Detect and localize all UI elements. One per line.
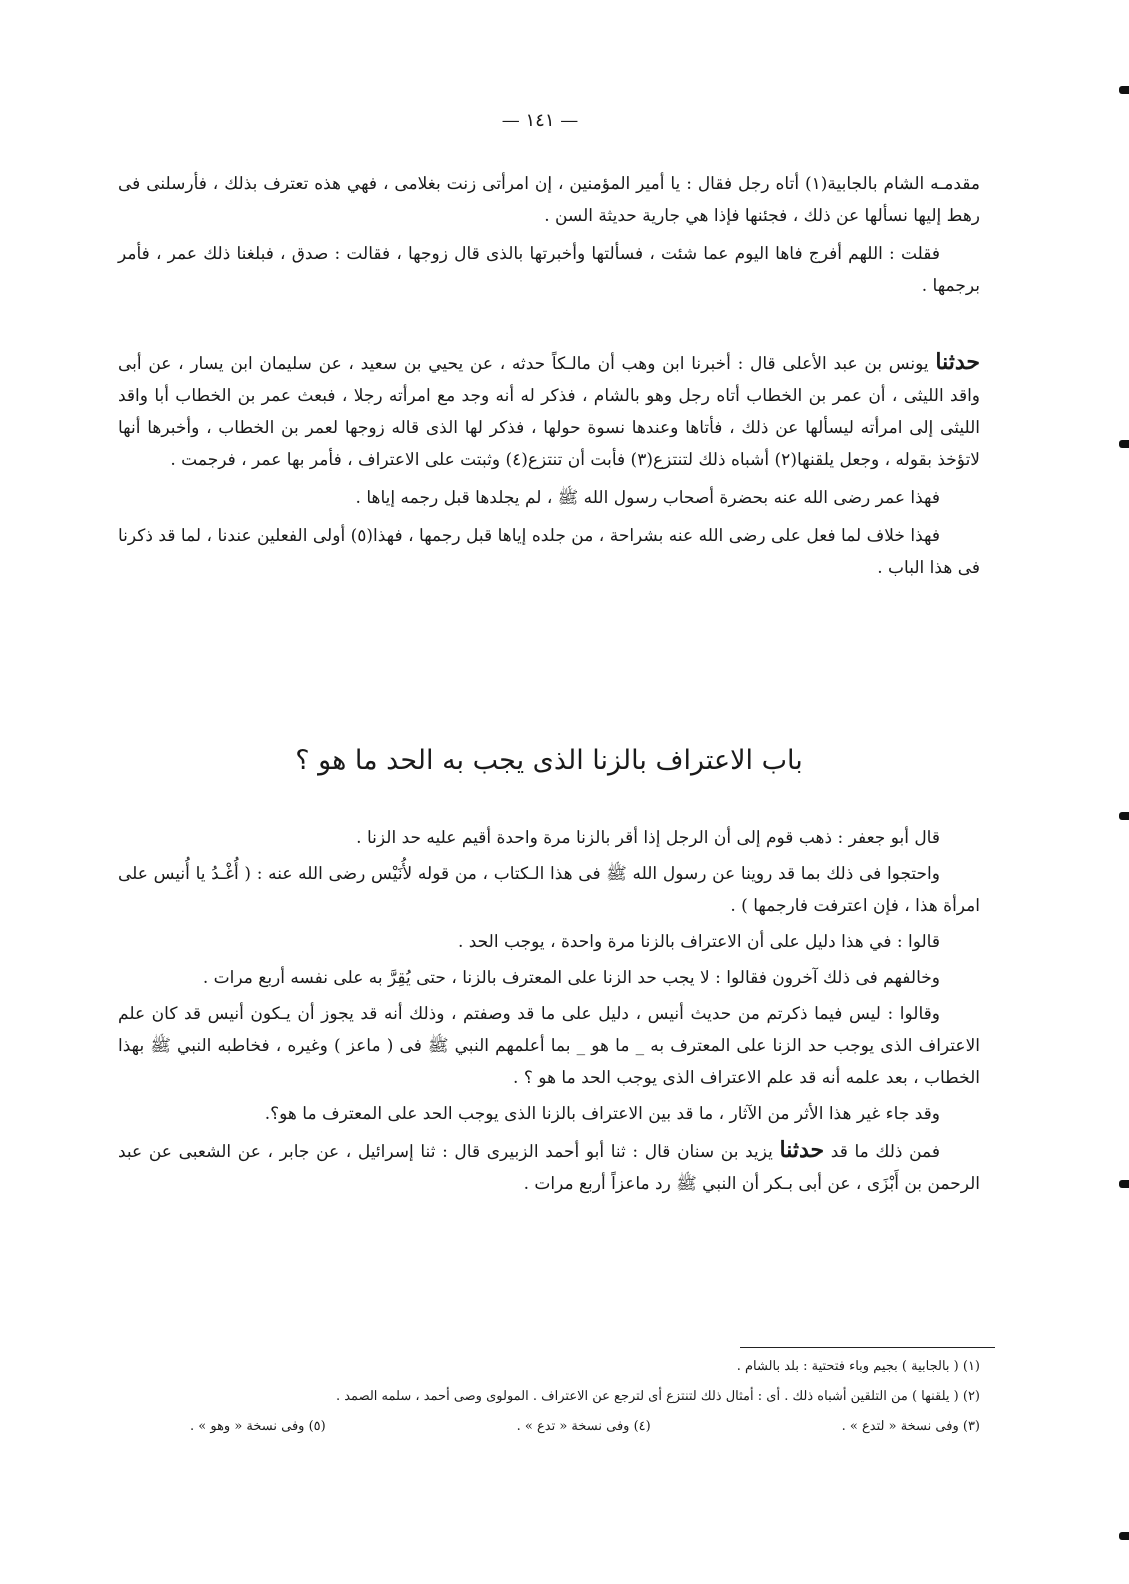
paragraph: قال أبو جعفر : ذهب قوم إلى أن الرجل إذا أقر بالزنا مرة واحدة أقيم عليه حد الزنا . — [356, 828, 940, 848]
text-run: فمن ذلك ما قد — [830, 1142, 941, 1162]
hadith-yunus — [118, 346, 980, 584]
page-edge-mark — [1119, 1532, 1129, 1540]
footnote-row — [190, 1412, 980, 1442]
paragraph: فقلت : اللهم أفرج فاها اليوم عما شئت ، فسألتها وأخبرتها بالذى قال زوجها ، فقالت : صدق ، فبلغنا ذلك عمر ، فأمر برجمها . — [118, 244, 980, 296]
paragraph: يزيد بن سنان قال : ثنا أبو أحمد الزبيرى قال : ثنا إسرائيل ، عن جابر ، عن الشعبى عن عبد الرحمن بن أَبْزَى ، عن أبى بـكر أن النبي ﷺ رد ماعزاً أربع مرات . — [118, 1142, 980, 1194]
footnotes — [140, 1352, 980, 1442]
paragraph: فهذا خلاف لما فعل على رضى الله عنه بشراحة ، من جلده إياها قبل رجمها ، فهذا(٥) أولى الفعلين عندنا ، لما قد ذكرنا فى هذا الباب . — [118, 526, 980, 578]
footnote-5: (٥) وفى نسخة « وهو » . — [190, 1419, 326, 1434]
footnote-rule — [740, 1347, 995, 1348]
page-edge-mark — [1119, 1180, 1129, 1188]
page-edge-mark — [1119, 86, 1129, 94]
footnote-2: (٢) ( يلقنها ) من التلقين أشباه ذلك . أى : أمثال ذلك لتنتزع أى لترجع عن الاعتراف . المولوى وصى أحمد ، سلمه الصمد . — [335, 1389, 980, 1404]
paragraph: وقد جاء غير هذا الأثر من الآثار ، ما قد بين الاعتراف بالزنا الذى يوجب الحد على المعترف ما هو؟. — [264, 1104, 940, 1124]
paragraph: وخالفهم فى ذلك آخرون فقالوا : لا يجب حد الزنا على المعترف بالزنا ، حتى يُقِرَّ به على نفسه أربع مرات . — [202, 968, 940, 988]
paragraph: فهذا عمر رضى الله عنه بحضرة أصحاب رسول الله ﷺ ، لم يجلدها قبل رجمه إياها . — [355, 488, 940, 508]
hadathana-lead: حدثنا — [779, 1137, 825, 1163]
hadathana-lead: حدثنا — [935, 349, 981, 375]
chapter-body — [118, 822, 980, 1200]
footnote-4: (٤) وفى نسخة « تدع » . — [516, 1419, 651, 1434]
footnote-3: (٣) وفى نسخة « لتدع » . — [841, 1419, 980, 1434]
chapter-heading: باب الاعتراف بالزنا الذى يجب به الحد ما هو ؟ — [295, 745, 803, 776]
page-edge-mark — [1119, 812, 1129, 820]
paragraph: قالوا : في هذا دليل على أن الاعتراف بالزنا مرة واحدة ، يوجب الحد . — [457, 932, 940, 952]
paragraph: مقدمـه الشام بالجابية(١) أتاه رجل فقال : يا أمير المؤمنين ، إن امرأتى زنت بغلامى ، فهي هذه تعترف بذلك ، فأرسلنى فى رهط إليها نسألها عن ذلك ، فجئنها فإذا هي جارية حديثة السن . — [118, 174, 980, 226]
footnote-1: (١) ( بالجابية ) بجيم وباء فتحتية : بلد بالشام . — [736, 1359, 980, 1374]
opening-narration — [118, 168, 980, 302]
page-number: — ١٤١ — — [501, 110, 579, 131]
paragraph: واحتجوا فى ذلك بما قد روينا عن رسول الله ﷺ فى هذا الـكتاب ، من قوله لأُنَيْس رضى الله عنه : ( أُغْـدُ يا أُنيس على امرأة هذا ، فإن اعترفت فارجمها ) . — [118, 864, 980, 916]
page-edge-mark — [1119, 440, 1129, 448]
paragraph: يونس بن عبد الأعلى قال : أخبرنا ابن وهب أن مالـكاً حدثه ، عن يحيي بن سعيد ، عن سليمان ابن يسار ، عن أبى واقد الليثى ، أن عمر بن الخطاب أتاه رجل وهو بالشام ، فذكر له أنه وجد مع امرأته رجلا ، فبعث عمر بن الخطاب أبا واقد الليثى إلى امرأته ليسألها عن ذلك ، فأتاها وعندها نسوة حولها ، فذكر لها الذى قاله زوجها لعمر بن الخطاب ، وأخبرها أنها لاتؤخذ بقوله ، وجعل يلقنها(٢) أشباه ذلك لتنتزع(٣) فأبت أن تنتزع(٤) وثبتت على الاعتراف ، فأمر بها عمر ، فرجمت . — [118, 354, 980, 470]
paragraph: وقالوا : ليس فيما ذكرتم من حديث أنيس ، دليل على ما قد وصفتم ، وذلك أنه قد يجوز أن يـكون أنيس قد كان علم الاعتراف الذى يوجب حد الزنا على المعترف به _ ما هو _ بما أعلمهم النبي ﷺ فى ( ماعز ) وغيره ، فخاطبه النبي ﷺ بهذا الخطاب ، بعد علمه أنه قد علم الاعتراف الذى يوجب الحد ما هو ؟ . — [118, 1004, 980, 1088]
